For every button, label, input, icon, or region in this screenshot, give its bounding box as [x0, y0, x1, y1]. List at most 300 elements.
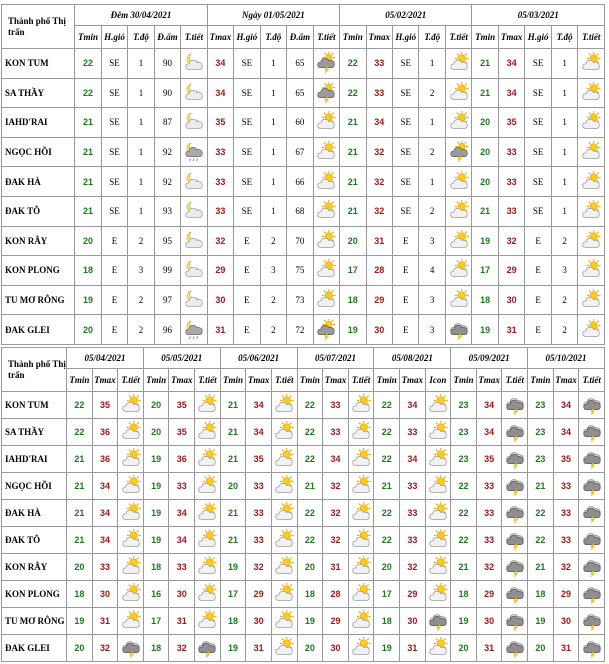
value-cell: SE — [525, 196, 551, 226]
value-cell: 19 — [143, 527, 169, 554]
value-cell: 30 — [366, 315, 392, 345]
value-cell: 29 — [400, 581, 426, 608]
weather-cell — [425, 554, 451, 581]
value-cell: 18 — [67, 581, 93, 608]
value-cell: 22 — [528, 527, 554, 554]
value-cell: 65 — [287, 78, 313, 108]
weather-cell — [348, 635, 374, 662]
value-cell: 30 — [476, 608, 502, 635]
value-cell: SE — [234, 78, 260, 108]
storm-cloud-icon — [579, 502, 604, 524]
sun-cloud-icon — [272, 394, 297, 416]
table-row — [2, 635, 605, 662]
value-cell: 1 — [260, 167, 286, 197]
storm-cloud-icon — [502, 475, 527, 497]
weather-cell — [578, 167, 605, 197]
value-cell: 33 — [400, 473, 426, 500]
value-cell: 33 — [400, 500, 426, 527]
sun-cloud-icon — [314, 171, 339, 193]
value-cell: 20 — [67, 635, 93, 662]
sun-cloud-icon — [195, 583, 220, 605]
value-cell: 22 — [374, 500, 400, 527]
table-row — [2, 108, 605, 138]
weather-cell — [181, 285, 208, 315]
sun-cloud-icon — [426, 475, 451, 497]
value-cell: 1 — [551, 78, 577, 108]
sun-cloud-icon — [578, 171, 604, 193]
value-cell: SE — [525, 167, 551, 197]
column-header: T.tiết — [348, 369, 374, 392]
sun-cloud-icon — [272, 502, 297, 524]
value-cell: 22 — [374, 392, 400, 419]
value-cell: 32 — [400, 554, 426, 581]
storm-sun-icon — [314, 319, 339, 341]
storm-sun-icon — [314, 82, 339, 104]
column-header: T.tiết — [445, 26, 472, 49]
weather-cell — [502, 635, 528, 662]
date-header: 05/03/2021 — [472, 5, 605, 26]
sun-cloud-icon — [426, 502, 451, 524]
value-cell: 30 — [246, 608, 272, 635]
city-sa-thay: SA THẦY — [2, 78, 75, 108]
value-cell: 34 — [366, 108, 392, 138]
value-cell: 1 — [551, 108, 577, 138]
weather-cell — [502, 392, 528, 419]
city-kon-plong: KON PLONG — [2, 581, 67, 608]
storm-cloud-icon — [579, 448, 604, 470]
value-cell: 2 — [260, 315, 286, 345]
value-cell: 20 — [75, 226, 101, 256]
value-cell: 2 — [128, 285, 154, 315]
value-cell: 1 — [419, 167, 445, 197]
table-row — [2, 285, 605, 315]
weather-cell — [271, 392, 297, 419]
value-cell: 22 — [297, 419, 323, 446]
value-cell: 31 — [207, 315, 233, 345]
value-cell: 65 — [287, 49, 313, 79]
weather-cell — [445, 49, 472, 79]
sun-cloud-icon — [118, 610, 143, 632]
value-cell: 33 — [476, 473, 502, 500]
value-cell: SE — [101, 196, 127, 226]
value-cell: 32 — [207, 226, 233, 256]
value-cell: E — [392, 256, 418, 286]
sun-cloud-icon — [349, 421, 374, 443]
sun-cloud-icon — [314, 230, 339, 252]
value-cell: 21 — [75, 167, 101, 197]
weather-cell — [313, 49, 339, 79]
value-cell: 20 — [472, 108, 498, 138]
sun-cloud-icon — [578, 52, 604, 74]
value-cell: 19 — [374, 635, 400, 662]
value-cell: 96 — [154, 315, 180, 345]
value-cell: 35 — [553, 446, 579, 473]
weather-cell — [578, 108, 605, 138]
date-header: 05/09/2021 — [451, 348, 528, 369]
value-cell: 21 — [472, 78, 498, 108]
sun-cloud-icon — [578, 259, 604, 281]
night-cloud-icon — [181, 200, 207, 222]
value-cell: 29 — [498, 256, 524, 286]
sun-cloud-icon — [578, 289, 604, 311]
column-header: Tmax — [553, 369, 579, 392]
value-cell: 29 — [323, 608, 349, 635]
forecast-table-4day — [1, 4, 605, 345]
storm-cloud-icon — [502, 502, 527, 524]
value-cell: 19 — [143, 500, 169, 527]
value-cell: 31 — [323, 554, 349, 581]
value-cell: 35 — [207, 108, 233, 138]
value-cell: 16 — [143, 581, 169, 608]
sun-cloud-icon — [272, 583, 297, 605]
table-row — [2, 256, 605, 286]
column-header: Tmax — [323, 369, 349, 392]
value-cell: SE — [234, 137, 260, 167]
table-row — [2, 315, 605, 345]
column-header: Icon — [425, 369, 451, 392]
city-kon-tum: KON TUM — [2, 392, 67, 419]
value-cell: 19 — [220, 554, 246, 581]
value-cell: 3 — [128, 256, 154, 286]
weather-cell — [502, 473, 528, 500]
value-cell: 20 — [472, 167, 498, 197]
value-cell: SE — [101, 167, 127, 197]
column-header: Tmax — [92, 369, 118, 392]
value-cell: SE — [392, 78, 418, 108]
city-iahd-rai: IAHD'RAI — [2, 446, 67, 473]
column-header: T.tiết — [502, 369, 528, 392]
storm-cloud-icon — [502, 556, 527, 578]
sun-cloud-icon — [446, 230, 472, 252]
weather-cell — [425, 473, 451, 500]
sun-cloud-icon — [314, 141, 339, 163]
value-cell: SE — [101, 78, 127, 108]
weather-cell — [181, 256, 208, 286]
weather-cell — [195, 419, 221, 446]
value-cell: 1 — [260, 49, 286, 79]
value-cell: 22 — [451, 527, 477, 554]
value-cell: 22 — [297, 500, 323, 527]
table-row — [2, 581, 605, 608]
sun-cloud-icon — [349, 529, 374, 551]
weather-cell — [195, 446, 221, 473]
value-cell: 31 — [498, 315, 524, 345]
weather-cell — [313, 78, 339, 108]
table-row — [2, 473, 605, 500]
weather-cell — [502, 446, 528, 473]
weather-cell — [578, 285, 605, 315]
weather-cell — [425, 446, 451, 473]
sun-cloud-icon — [314, 111, 339, 133]
value-cell: 21 — [220, 500, 246, 527]
storm-sun-icon — [446, 141, 472, 163]
weather-cell — [181, 226, 208, 256]
weather-cell — [271, 446, 297, 473]
value-cell: 31 — [169, 608, 195, 635]
column-header: Tmin — [67, 369, 93, 392]
sun-cloud-icon — [195, 556, 220, 578]
weather-cell — [271, 608, 297, 635]
weather-cell — [118, 581, 144, 608]
value-cell: 21 — [67, 446, 93, 473]
night-cloud-icon — [181, 289, 207, 311]
value-cell: 34 — [92, 527, 118, 554]
sun-cloud-icon — [272, 421, 297, 443]
value-cell: 29 — [366, 285, 392, 315]
column-header: Tmin — [143, 369, 169, 392]
value-cell: 19 — [451, 608, 477, 635]
value-cell: 19 — [528, 608, 554, 635]
city-tu-mo-rong: TU MƠ RÔNG — [2, 608, 67, 635]
date-header: 05/07/2021 — [297, 348, 374, 369]
value-cell: 20 — [143, 392, 169, 419]
weather-cell — [579, 554, 605, 581]
sun-cloud-icon — [272, 475, 297, 497]
city-ngoc-hoi: NGỌC HỒI — [2, 473, 67, 500]
sun-cloud-icon — [272, 556, 297, 578]
night-rain-icon — [181, 141, 207, 163]
value-cell: 23 — [451, 419, 477, 446]
weather-cell — [271, 473, 297, 500]
weather-cell — [271, 527, 297, 554]
value-cell: 30 — [169, 581, 195, 608]
weather-cell — [195, 392, 221, 419]
value-cell: 34 — [246, 419, 272, 446]
weather-cell — [313, 167, 339, 197]
sun-cloud-icon — [272, 448, 297, 470]
value-cell: 32 — [476, 554, 502, 581]
weather-cell — [502, 527, 528, 554]
value-cell: 22 — [67, 392, 93, 419]
value-cell: 34 — [169, 527, 195, 554]
sun-cloud-icon — [118, 394, 143, 416]
value-cell: 31 — [553, 635, 579, 662]
weather-cell — [181, 137, 208, 167]
sun-cloud-icon — [314, 289, 339, 311]
value-cell: 34 — [92, 500, 118, 527]
value-cell: 21 — [340, 196, 366, 226]
night-cloud-icon — [181, 82, 207, 104]
value-cell: 22 — [451, 473, 477, 500]
value-cell: 23 — [528, 446, 554, 473]
value-cell: 33 — [553, 473, 579, 500]
weather-cell — [118, 527, 144, 554]
table-row — [2, 527, 605, 554]
weather-cell — [578, 226, 605, 256]
sun-cloud-icon — [349, 637, 374, 659]
value-cell: 68 — [287, 196, 313, 226]
value-cell: 34 — [553, 419, 579, 446]
value-cell: 19 — [340, 315, 366, 345]
value-cell: 28 — [366, 256, 392, 286]
weather-cell — [181, 78, 208, 108]
value-cell: 20 — [451, 635, 477, 662]
value-cell: 21 — [472, 196, 498, 226]
value-cell: 18 — [451, 581, 477, 608]
sun-cloud-icon — [195, 475, 220, 497]
sun-cloud-icon — [446, 111, 472, 133]
sun-cloud-icon — [426, 394, 451, 416]
value-cell: SE — [392, 49, 418, 79]
value-cell: 18 — [297, 581, 323, 608]
value-cell: 19 — [67, 608, 93, 635]
value-cell: 33 — [246, 500, 272, 527]
value-cell: 1 — [260, 137, 286, 167]
value-cell: 33 — [246, 527, 272, 554]
sun-cloud-icon — [118, 475, 143, 497]
city-header: Thành phố Thị trấn — [2, 5, 75, 49]
storm-cloud-icon — [446, 319, 472, 341]
value-cell: 30 — [323, 635, 349, 662]
column-header: T.tiết — [181, 26, 208, 49]
date-header: 05/08/2021 — [374, 348, 451, 369]
value-cell: 73 — [287, 285, 313, 315]
value-cell: 1 — [128, 137, 154, 167]
value-cell: 19 — [143, 473, 169, 500]
table-row — [2, 167, 605, 197]
weather-cell — [348, 581, 374, 608]
sun-cloud-icon — [118, 502, 143, 524]
value-cell: 66 — [287, 167, 313, 197]
storm-cloud-icon — [502, 583, 527, 605]
column-header: Tmin — [75, 26, 101, 49]
weather-cell — [502, 581, 528, 608]
value-cell: 20 — [374, 554, 400, 581]
value-cell: E — [525, 315, 551, 345]
weather-cell — [578, 137, 605, 167]
weather-cell — [313, 226, 339, 256]
sun-cloud-icon — [426, 448, 451, 470]
table-row — [2, 419, 605, 446]
value-cell: E — [234, 226, 260, 256]
sun-cloud-icon — [426, 421, 451, 443]
sun-cloud-icon — [349, 610, 374, 632]
forecast-table-7day — [1, 347, 605, 662]
value-cell: 31 — [476, 635, 502, 662]
column-header: T.tiết — [195, 369, 221, 392]
sun-cloud-icon — [446, 82, 472, 104]
weather-cell — [579, 419, 605, 446]
weather-cell — [579, 608, 605, 635]
value-cell: 17 — [472, 256, 498, 286]
value-cell: 21 — [340, 108, 366, 138]
value-cell: 2 — [260, 285, 286, 315]
value-cell: 22 — [75, 78, 101, 108]
table-row — [2, 78, 605, 108]
value-cell: E — [525, 256, 551, 286]
value-cell: 19 — [472, 315, 498, 345]
city-ngoc-hoi: NGỌC HỒI — [2, 137, 75, 167]
value-cell: 34 — [92, 473, 118, 500]
night-cloud-icon — [181, 230, 207, 252]
value-cell: 33 — [498, 196, 524, 226]
city-iahd-rai: IAHD'RAI — [2, 108, 75, 138]
value-cell: 1 — [128, 167, 154, 197]
value-cell: 21 — [67, 500, 93, 527]
sun-cloud-icon — [349, 394, 374, 416]
value-cell: 23 — [451, 392, 477, 419]
value-cell: 75 — [287, 256, 313, 286]
night-cloud-icon — [181, 171, 207, 193]
value-cell: 31 — [92, 608, 118, 635]
value-cell: 32 — [498, 226, 524, 256]
value-cell: 18 — [143, 635, 169, 662]
value-cell: SE — [525, 108, 551, 138]
value-cell: SE — [234, 49, 260, 79]
value-cell: 22 — [297, 392, 323, 419]
value-cell: 21 — [220, 527, 246, 554]
value-cell: 33 — [498, 137, 524, 167]
value-cell: E — [392, 315, 418, 345]
storm-cloud-icon — [579, 637, 604, 659]
value-cell: 29 — [476, 581, 502, 608]
storm-cloud-icon — [426, 610, 451, 632]
column-header: Tmax — [169, 369, 195, 392]
weather-cell — [313, 108, 339, 138]
value-cell: 22 — [374, 527, 400, 554]
weather-cell — [271, 419, 297, 446]
weather-cell — [348, 419, 374, 446]
weather-cell — [181, 167, 208, 197]
weather-cell — [271, 635, 297, 662]
table-row — [2, 137, 605, 167]
storm-cloud-icon — [579, 475, 604, 497]
value-cell: 30 — [553, 608, 579, 635]
value-cell: E — [525, 285, 551, 315]
weather-cell — [181, 108, 208, 138]
value-cell: 30 — [207, 285, 233, 315]
value-cell: 23 — [528, 419, 554, 446]
value-cell: 29 — [553, 581, 579, 608]
date-header: 05/04/2021 — [67, 348, 144, 369]
column-header: T.tiết — [271, 369, 297, 392]
weather-cell — [425, 581, 451, 608]
value-cell: 29 — [246, 581, 272, 608]
weather-cell — [348, 554, 374, 581]
weather-cell — [578, 196, 605, 226]
value-cell: 29 — [207, 256, 233, 286]
column-header: Đ.ẩm — [287, 26, 313, 49]
weather-cell — [425, 419, 451, 446]
value-cell: 22 — [374, 446, 400, 473]
value-cell: 1 — [551, 137, 577, 167]
weather-cell — [118, 500, 144, 527]
weather-cell — [348, 446, 374, 473]
value-cell: 90 — [154, 78, 180, 108]
value-cell: 21 — [220, 419, 246, 446]
value-cell: 34 — [476, 419, 502, 446]
weather-cell — [445, 78, 472, 108]
value-cell: 97 — [154, 285, 180, 315]
value-cell: 21 — [374, 473, 400, 500]
value-cell: 30 — [498, 285, 524, 315]
value-cell: 33 — [553, 500, 579, 527]
value-cell: 32 — [246, 554, 272, 581]
value-cell: 67 — [287, 137, 313, 167]
table-row — [2, 196, 605, 226]
weather-cell — [348, 527, 374, 554]
value-cell: 21 — [75, 137, 101, 167]
value-cell: 2 — [419, 78, 445, 108]
storm-cloud-icon — [502, 448, 527, 470]
sun-cloud-icon — [426, 637, 451, 659]
weather-cell — [445, 226, 472, 256]
city-sa-thay: SA THẦY — [2, 419, 67, 446]
value-cell: 32 — [323, 500, 349, 527]
value-cell: SE — [392, 196, 418, 226]
value-cell: SE — [525, 137, 551, 167]
value-cell: 21 — [67, 473, 93, 500]
